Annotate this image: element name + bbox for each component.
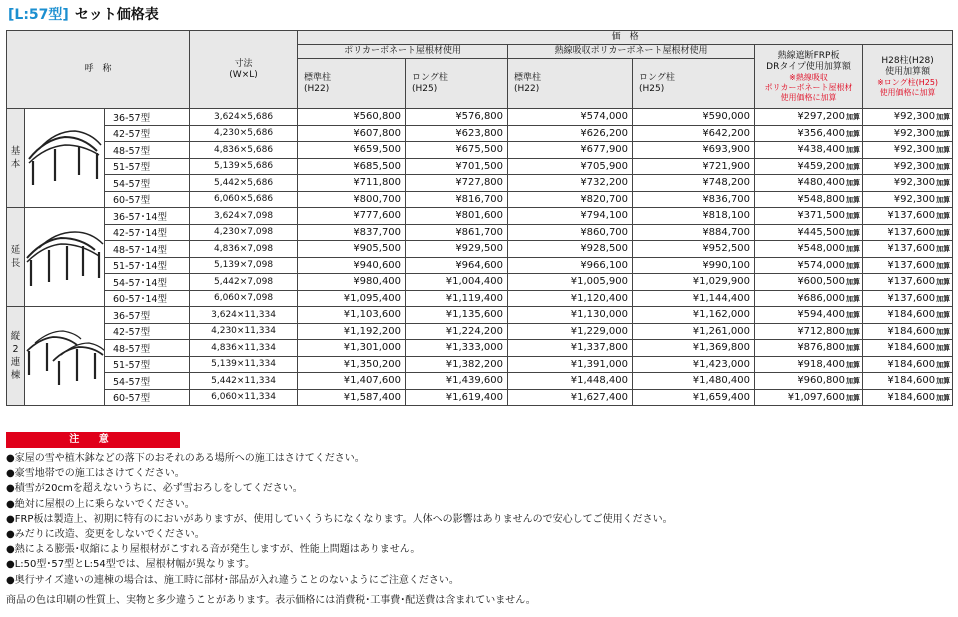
add-unit: 加算 — [846, 278, 861, 287]
price-table-body — [7, 109, 953, 406]
add-value: ¥184,600 — [887, 309, 936, 321]
add-value: ¥686,000 — [797, 292, 846, 304]
frp-add-cell — [755, 290, 863, 307]
add-value: ¥137,600 — [887, 292, 936, 304]
add-unit: 加算 — [846, 179, 861, 188]
add-value: ¥1,097,600 — [787, 391, 846, 403]
table-row — [7, 356, 953, 373]
add-value: ¥92,300 — [893, 127, 936, 139]
notice-item: ●家屋の雪や植木鉢などの落下のおそれのある場所への施工はさけてください。 — [6, 453, 365, 464]
add-value: ¥960,800 — [797, 375, 846, 387]
h28-add-cell — [863, 191, 953, 208]
poly-long-cell: ¥1,224,200 — [406, 323, 508, 340]
poly-std-cell: ¥659,500 — [298, 142, 406, 159]
heat-long-cell: ¥1,423,000 — [633, 356, 755, 373]
add-unit: 加算 — [846, 129, 861, 138]
model-cell: 60-57･14型 — [105, 290, 190, 307]
page-title — [8, 4, 159, 26]
model-cell: 42-57型 — [105, 323, 190, 340]
h28-add-cell — [863, 274, 953, 291]
h28-add-cell — [863, 340, 953, 357]
heat-std-cell: ¥732,200 — [508, 175, 633, 192]
size-cell: 6,060×5,686 — [190, 191, 298, 208]
add-unit: 加算 — [846, 245, 861, 254]
table-row — [7, 175, 953, 192]
poly-long-cell: ¥816,700 — [406, 191, 508, 208]
model-cell: 36-57･14型 — [105, 208, 190, 225]
add-unit: 加算 — [846, 377, 861, 386]
poly-long-cell: ¥727,800 — [406, 175, 508, 192]
poly-std-cell: ¥1,095,400 — [298, 290, 406, 307]
model-cell: 36-57型 — [105, 109, 190, 126]
add-unit: 加算 — [846, 261, 861, 270]
heat-long-cell: ¥1,480,400 — [633, 373, 755, 390]
heat-std-cell: ¥677,900 — [508, 142, 633, 159]
heat-long-cell: ¥884,700 — [633, 224, 755, 241]
add-value: ¥184,600 — [887, 342, 936, 354]
frp-add-cell — [755, 257, 863, 274]
heat-std-cell: ¥1,120,400 — [508, 290, 633, 307]
heat-header: 熱線吸収ポリカーボネート屋根材使用 — [508, 45, 755, 59]
add-value: ¥371,500 — [797, 210, 846, 222]
add-unit: 加算 — [846, 195, 861, 204]
add-value: ¥459,200 — [797, 160, 846, 172]
add-value: ¥184,600 — [887, 358, 936, 370]
notice-item: ●FRP板は製造上、初期に特有のにおいがありますが、使用していくうちになくなります。人体への影響はありませんので安心してご使用ください。 — [6, 513, 673, 525]
poly-long-cell: ¥964,600 — [406, 257, 508, 274]
table-row — [7, 224, 953, 241]
poly-std-cell: ¥800,700 — [298, 191, 406, 208]
poly-long-cell: ¥576,800 — [406, 109, 508, 126]
size-header: 寸法 (W×L) — [190, 31, 298, 109]
heat-std-cell: ¥1,391,000 — [508, 356, 633, 373]
add-value: ¥92,300 — [893, 160, 936, 172]
carport-illustration — [25, 222, 105, 292]
model-cell: 54-57型 — [105, 373, 190, 390]
add-unit: 加算 — [936, 113, 951, 122]
add-value: ¥137,600 — [887, 226, 936, 238]
add-unit: 加算 — [936, 179, 951, 188]
h28-add-cell — [863, 125, 953, 142]
table-row — [7, 191, 953, 208]
poly-std-cell: ¥1,587,400 — [298, 389, 406, 406]
add-unit: 加算 — [846, 162, 861, 171]
add-unit: 加算 — [936, 261, 951, 270]
frp-add-cell — [755, 274, 863, 291]
notice-item: ●絶対に屋根の上に乗らないでください。 — [6, 498, 195, 510]
add-value: ¥184,600 — [887, 391, 936, 403]
frp-add-cell — [755, 208, 863, 225]
size-cell: 4,836×5,686 — [190, 142, 298, 159]
heat-std-cell: ¥1,448,400 — [508, 373, 633, 390]
table-row — [7, 389, 953, 406]
heat-std-cell: ¥1,005,900 — [508, 274, 633, 291]
add-value: ¥445,500 — [797, 226, 846, 238]
group-label: 縦 2 連 棟 — [7, 307, 25, 406]
heat-long-cell: ¥1,659,400 — [633, 389, 755, 406]
h28-add-cell — [863, 323, 953, 340]
add-value: ¥548,000 — [797, 243, 846, 255]
footer-note: 商品の色は印刷の性質上、実物と多少違うことがあります。表示価格には消費税･工事費･配送費は含まれていません。 — [6, 595, 536, 606]
frp-add-cell — [755, 109, 863, 126]
h28-add-cell — [863, 241, 953, 258]
model-cell: 54-57･14型 — [105, 274, 190, 291]
size-cell: 3,624×7,098 — [190, 208, 298, 225]
heat-long-cell: ¥990,100 — [633, 257, 755, 274]
heat-long-cell: ¥748,200 — [633, 175, 755, 192]
heat-std-cell: ¥574,000 — [508, 109, 633, 126]
h28-add-cell — [863, 224, 953, 241]
notice-title: 注 意 — [6, 432, 180, 448]
name-header: 呼 称 — [7, 31, 190, 109]
frp-add-cell — [755, 175, 863, 192]
add-unit: 加算 — [846, 327, 861, 336]
frp-add-cell — [755, 241, 863, 258]
add-value: ¥137,600 — [887, 210, 936, 222]
poly-std-header: 標準柱 (H22) — [298, 59, 406, 109]
add-unit: 加算 — [936, 311, 951, 320]
poly-long-cell: ¥929,500 — [406, 241, 508, 258]
size-cell: 3,624×11,334 — [190, 307, 298, 324]
table-row — [7, 241, 953, 258]
group-image — [25, 109, 105, 208]
size-cell: 6,060×7,098 — [190, 290, 298, 307]
poly-long-cell: ¥675,500 — [406, 142, 508, 159]
poly-std-cell: ¥1,103,600 — [298, 307, 406, 324]
size-cell: 4,836×11,334 — [190, 340, 298, 357]
size-cell: 4,836×7,098 — [190, 241, 298, 258]
table-row — [7, 290, 953, 307]
frp-add-cell — [755, 373, 863, 390]
add-value: ¥184,600 — [887, 375, 936, 387]
notice-item: ●豪雪地帯での施工はさけてください。 — [6, 468, 185, 480]
h28-add-cell — [863, 373, 953, 390]
poly-long-cell: ¥1,619,400 — [406, 389, 508, 406]
add-unit: 加算 — [936, 377, 951, 386]
add-value: ¥480,400 — [797, 177, 846, 189]
add-unit: 加算 — [936, 195, 951, 204]
poly-long-cell: ¥1,382,200 — [406, 356, 508, 373]
add-value: ¥297,200 — [797, 111, 846, 123]
table-row — [7, 274, 953, 291]
notice-list — [6, 451, 673, 588]
size-cell: 5,442×7,098 — [190, 274, 298, 291]
heat-long-cell: ¥590,000 — [633, 109, 755, 126]
group-label: 延 長 — [7, 208, 25, 307]
add-value: ¥600,500 — [797, 276, 846, 288]
product-code: [L:57型] — [8, 7, 69, 23]
size-cell: 4,230×5,686 — [190, 125, 298, 142]
add-unit: 加算 — [846, 228, 861, 237]
h28-add-cell — [863, 158, 953, 175]
poly-header: ポリカーボネート屋根材使用 — [298, 45, 508, 59]
size-cell: 5,139×11,334 — [190, 356, 298, 373]
table-row — [7, 125, 953, 142]
h28-add-cell — [863, 356, 953, 373]
model-cell: 60-57型 — [105, 389, 190, 406]
h28-add-cell — [863, 109, 953, 126]
heat-long-cell: ¥952,500 — [633, 241, 755, 258]
model-cell: 48-57･14型 — [105, 241, 190, 258]
heat-long-cell: ¥836,700 — [633, 191, 755, 208]
heat-std-cell: ¥928,500 — [508, 241, 633, 258]
size-cell: 5,442×11,334 — [190, 373, 298, 390]
frp-add-cell — [755, 224, 863, 241]
heat-long-cell: ¥1,029,900 — [633, 274, 755, 291]
frp-add-cell — [755, 389, 863, 406]
frp-add-cell — [755, 191, 863, 208]
heat-long-cell: ¥1,369,800 — [633, 340, 755, 357]
heat-std-cell: ¥705,900 — [508, 158, 633, 175]
table-row — [7, 373, 953, 390]
price-header: 価 格 — [298, 31, 953, 45]
h28-note: ※ロング柱(H25) 使用価格に加算 — [877, 77, 939, 97]
add-value: ¥548,800 — [797, 193, 846, 205]
heat-std-cell: ¥1,627,400 — [508, 389, 633, 406]
add-unit: 加算 — [936, 129, 951, 138]
poly-std-cell: ¥1,407,600 — [298, 373, 406, 390]
add-unit: 加算 — [846, 393, 861, 402]
poly-std-cell: ¥1,192,200 — [298, 323, 406, 340]
poly-std-cell: ¥685,500 — [298, 158, 406, 175]
poly-long-cell: ¥1,135,600 — [406, 307, 508, 324]
add-value: ¥438,400 — [797, 144, 846, 156]
model-cell: 42-57型 — [105, 125, 190, 142]
poly-long-cell: ¥801,600 — [406, 208, 508, 225]
h28-add-cell — [863, 290, 953, 307]
poly-std-cell: ¥607,800 — [298, 125, 406, 142]
model-cell: 48-57型 — [105, 340, 190, 357]
model-cell: 51-57･14型 — [105, 257, 190, 274]
frp-add-cell — [755, 158, 863, 175]
poly-long-cell: ¥1,119,400 — [406, 290, 508, 307]
poly-long-cell: ¥701,500 — [406, 158, 508, 175]
heat-std-cell: ¥794,100 — [508, 208, 633, 225]
table-row — [7, 257, 953, 274]
poly-std-cell: ¥940,600 — [298, 257, 406, 274]
add-value: ¥918,400 — [797, 358, 846, 370]
poly-std-cell: ¥1,350,200 — [298, 356, 406, 373]
add-value: ¥92,300 — [893, 193, 936, 205]
model-cell: 36-57型 — [105, 307, 190, 324]
add-unit: 加算 — [846, 212, 861, 221]
add-unit: 加算 — [936, 146, 951, 155]
add-unit: 加算 — [936, 162, 951, 171]
add-unit: 加算 — [846, 344, 861, 353]
add-value: ¥356,400 — [797, 127, 846, 139]
group-image — [25, 307, 105, 406]
add-unit: 加算 — [936, 294, 951, 303]
add-unit: 加算 — [936, 278, 951, 287]
h28-add-cell — [863, 389, 953, 406]
size-cell: 4,230×11,334 — [190, 323, 298, 340]
size-cell: 6,060×11,334 — [190, 389, 298, 406]
size-cell: 3,624×5,686 — [190, 109, 298, 126]
poly-std-cell: ¥1,301,000 — [298, 340, 406, 357]
group-label: 基 本 — [7, 109, 25, 208]
frp-header: 熱線遮断FRP板 DRタイプ使用加算額 ※熱線吸収 ポリカーボネート屋根材 使用価格に加算 — [755, 45, 863, 109]
poly-long-cell: ¥1,333,000 — [406, 340, 508, 357]
heat-std-cell: ¥820,700 — [508, 191, 633, 208]
poly-std-cell: ¥905,500 — [298, 241, 406, 258]
h28-add-cell — [863, 208, 953, 225]
table-row — [7, 109, 953, 126]
notice-item: ●奥行サイズ違いの連棟の場合は、施工時に部材･部品が入れ違うことのないようにご注意ください。 — [6, 574, 459, 586]
heat-long-cell: ¥693,900 — [633, 142, 755, 159]
add-unit: 加算 — [936, 212, 951, 221]
poly-std-cell: ¥560,800 — [298, 109, 406, 126]
add-value: ¥92,300 — [893, 111, 936, 123]
heat-long-header: ロング柱 (H25) — [633, 59, 755, 109]
model-cell: 51-57型 — [105, 356, 190, 373]
poly-std-cell: ¥837,700 — [298, 224, 406, 241]
heat-long-cell: ¥1,261,000 — [633, 323, 755, 340]
heat-std-cell: ¥1,337,800 — [508, 340, 633, 357]
h28-add-cell — [863, 257, 953, 274]
model-cell: 54-57型 — [105, 175, 190, 192]
size-cell: 5,442×5,686 — [190, 175, 298, 192]
table-row — [7, 340, 953, 357]
add-value: ¥574,000 — [797, 259, 846, 271]
frp-add-cell — [755, 323, 863, 340]
table-row — [7, 142, 953, 159]
carport-illustration — [25, 123, 105, 193]
add-value: ¥594,400 — [797, 309, 846, 321]
notice-item: ●みだりに改造、変更をしないでください。 — [6, 529, 205, 541]
model-cell: 60-57型 — [105, 191, 190, 208]
h28-header: H28柱(H28) 使用加算額 ※ロング柱(H25) 使用価格に加算 — [863, 45, 953, 109]
carport-illustration — [25, 321, 105, 391]
add-unit: 加算 — [936, 344, 951, 353]
h28-add-cell — [863, 307, 953, 324]
add-unit: 加算 — [936, 228, 951, 237]
add-unit: 加算 — [936, 245, 951, 254]
table-row — [7, 307, 953, 324]
heat-long-cell: ¥818,100 — [633, 208, 755, 225]
poly-std-cell: ¥711,800 — [298, 175, 406, 192]
frp-add-cell — [755, 356, 863, 373]
notice-item: ●熱による膨張･収縮により屋根材がこすれる音が発生しますが、性能上問題はありません。 — [6, 544, 421, 556]
heat-std-cell: ¥1,229,000 — [508, 323, 633, 340]
h28-add-cell — [863, 175, 953, 192]
poly-long-cell: ¥861,700 — [406, 224, 508, 241]
heat-std-cell: ¥1,130,000 — [508, 307, 633, 324]
notice-item: ●L:50型･57型とL:54型では、屋根材幅が異なります。 — [6, 559, 255, 571]
frp-add-cell — [755, 307, 863, 324]
add-value: ¥92,300 — [893, 177, 936, 189]
add-value: ¥184,600 — [887, 325, 936, 337]
poly-long-cell: ¥1,004,400 — [406, 274, 508, 291]
heat-long-cell: ¥721,900 — [633, 158, 755, 175]
add-unit: 加算 — [936, 360, 951, 369]
frp-note: ※熱線吸収 ポリカーボネート屋根材 使用価格に加算 — [764, 72, 853, 102]
add-value: ¥876,800 — [797, 342, 846, 354]
add-value: ¥137,600 — [887, 259, 936, 271]
add-unit: 加算 — [846, 360, 861, 369]
poly-std-cell: ¥980,400 — [298, 274, 406, 291]
add-unit: 加算 — [846, 113, 861, 122]
add-value: ¥92,300 — [893, 144, 936, 156]
size-cell: 5,139×5,686 — [190, 158, 298, 175]
add-unit: 加算 — [846, 294, 861, 303]
group-image — [25, 208, 105, 307]
add-unit: 加算 — [936, 393, 951, 402]
add-unit: 加算 — [846, 311, 861, 320]
frp-add-cell — [755, 125, 863, 142]
table-row — [7, 158, 953, 175]
add-unit: 加算 — [936, 327, 951, 336]
h28-add-cell — [863, 142, 953, 159]
add-unit: 加算 — [846, 146, 861, 155]
add-value: ¥137,600 — [887, 276, 936, 288]
poly-long-cell: ¥1,439,600 — [406, 373, 508, 390]
table-row — [7, 323, 953, 340]
size-cell: 4,230×7,098 — [190, 224, 298, 241]
model-cell: 48-57型 — [105, 142, 190, 159]
title-text: セット価格表 — [74, 7, 159, 23]
frp-add-cell — [755, 142, 863, 159]
heat-std-cell: ¥626,200 — [508, 125, 633, 142]
price-table — [6, 30, 953, 406]
poly-std-cell: ¥777,600 — [298, 208, 406, 225]
heat-long-cell: ¥642,200 — [633, 125, 755, 142]
heat-long-cell: ¥1,144,400 — [633, 290, 755, 307]
notice-item: ●積雪が20cmを超えないうちに、必ず雪おろしをしてください。 — [6, 483, 303, 495]
heat-long-cell: ¥1,162,000 — [633, 307, 755, 324]
heat-std-header: 標準柱 (H22) — [508, 59, 633, 109]
add-value: ¥712,800 — [797, 325, 846, 337]
add-value: ¥137,600 — [887, 243, 936, 255]
table-row — [7, 208, 953, 225]
heat-std-cell: ¥860,700 — [508, 224, 633, 241]
frp-add-cell — [755, 340, 863, 357]
poly-long-header: ロング柱 (H25) — [406, 59, 508, 109]
poly-long-cell: ¥623,800 — [406, 125, 508, 142]
model-cell: 42-57･14型 — [105, 224, 190, 241]
model-cell: 51-57型 — [105, 158, 190, 175]
size-cell: 5,139×7,098 — [190, 257, 298, 274]
heat-std-cell: ¥966,100 — [508, 257, 633, 274]
